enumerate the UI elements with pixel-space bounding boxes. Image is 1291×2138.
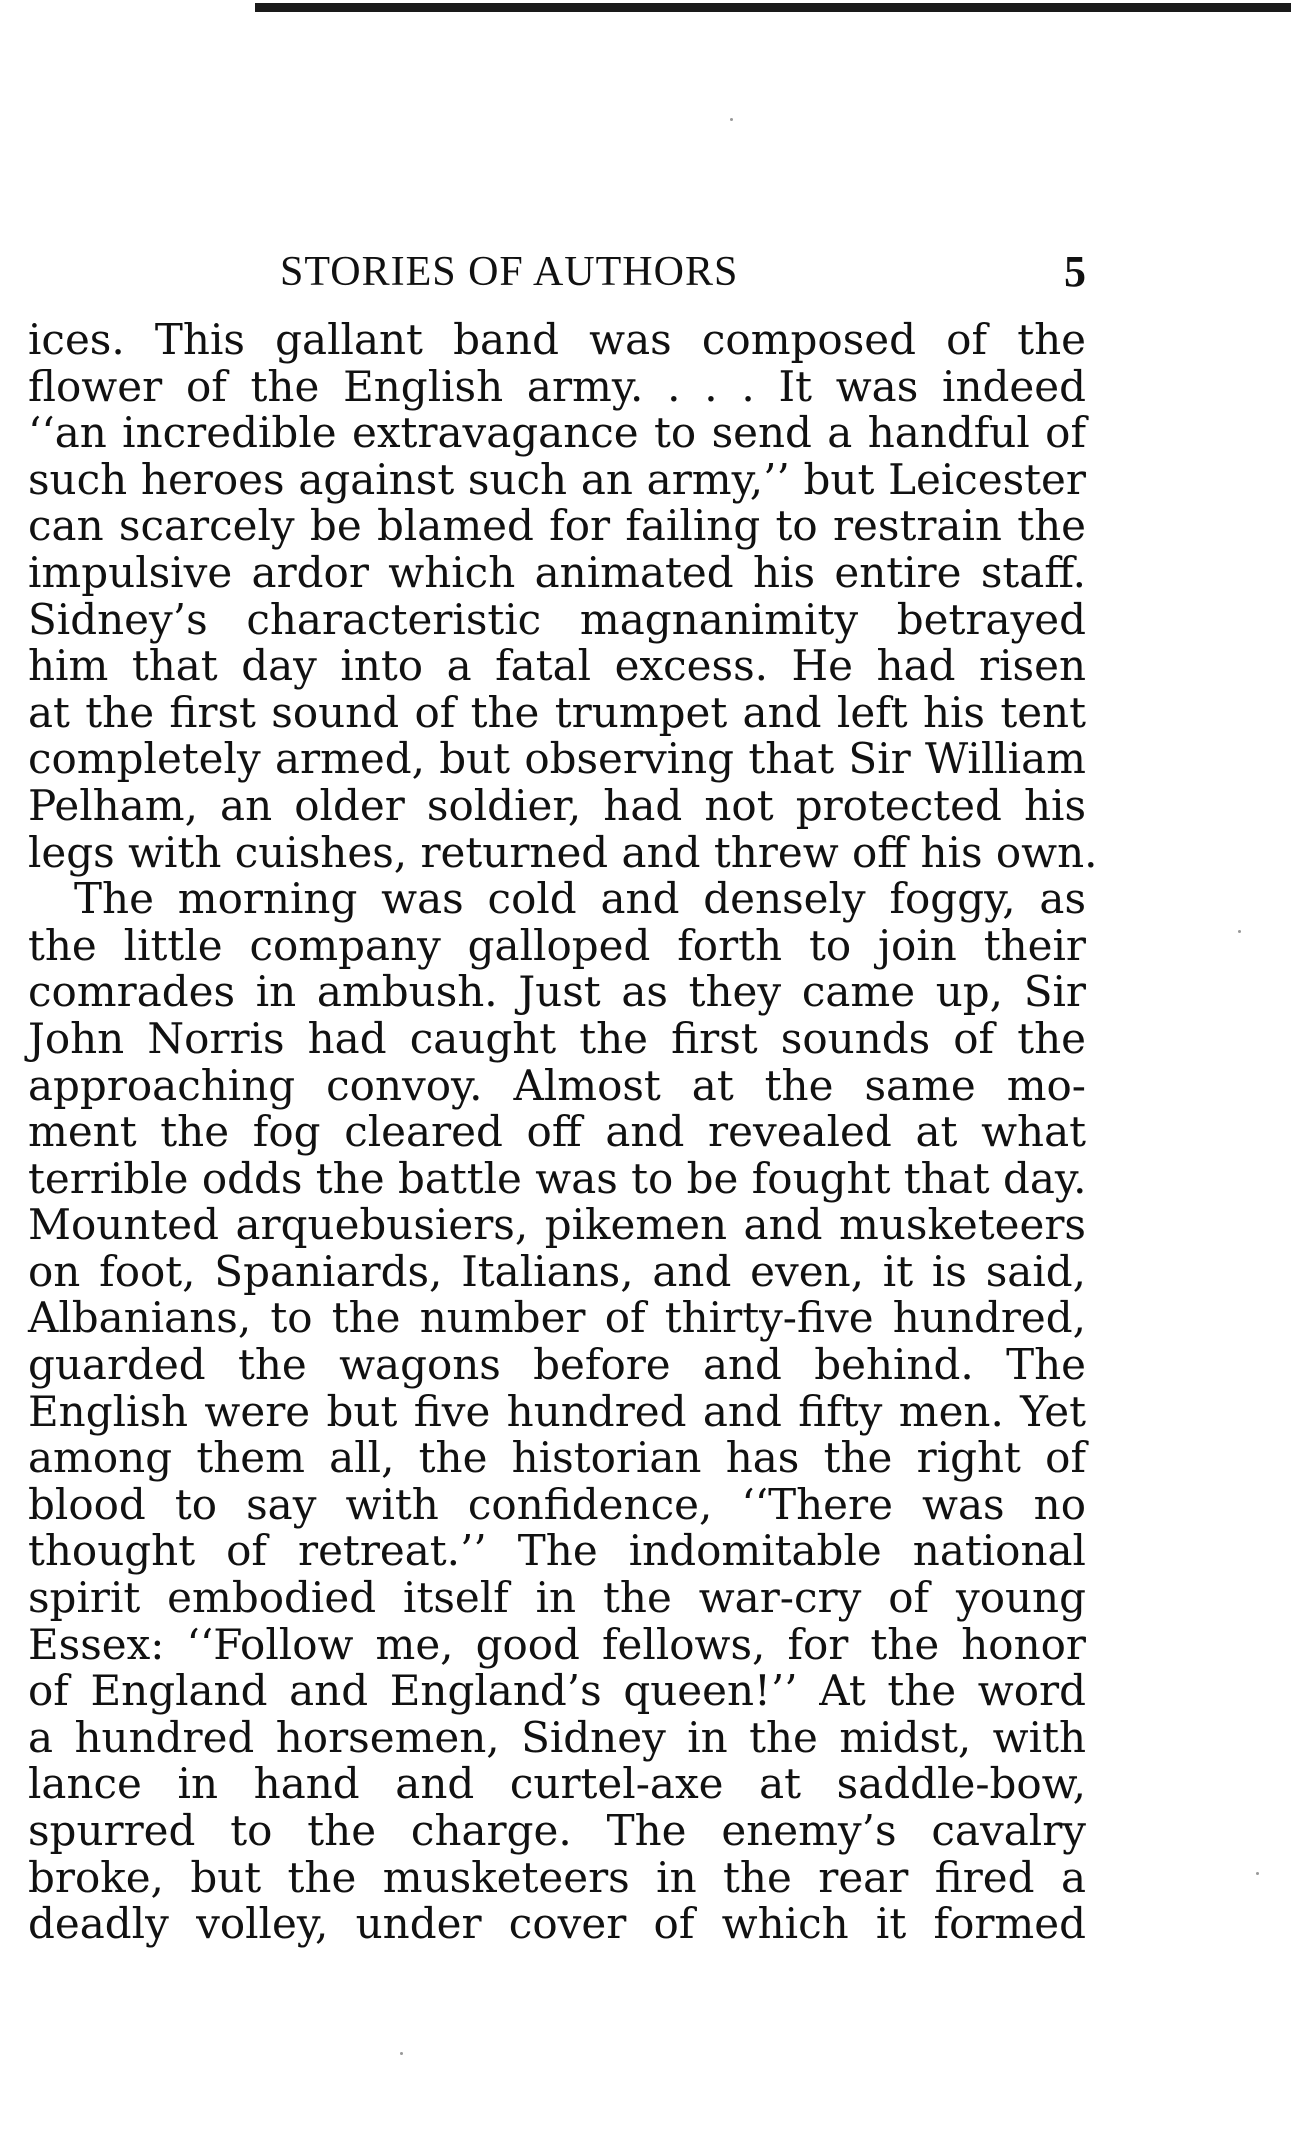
text-line: can scarcely be blamed for failing to restrain the — [28, 501, 1086, 551]
text-line: of England and England’s queen!’’ At the word — [28, 1666, 1086, 1716]
text-line: Essex: ‘‘Follow me, good fellows, for the honor — [28, 1619, 1086, 1669]
text-line: comrades in ambush. Just as they came up, Sir — [28, 967, 1086, 1017]
text-line: broke, but the musketeers in the rear fired a — [28, 1852, 1086, 1902]
body-text — [28, 315, 1098, 1949]
paper-speck — [1256, 1872, 1259, 1875]
text-line: him that day into a fatal excess. He had risen — [28, 641, 1086, 691]
text-line: the little company galloped forth to join their — [28, 920, 1086, 970]
text-line: ices. This gallant band was composed of the — [28, 315, 1086, 364]
text-line: impulsive ardor which animated his entire staff. — [28, 547, 1086, 597]
text-line: a hundred horsemen, Sidney in the midst, with — [28, 1712, 1086, 1762]
text-line: on foot, Spaniards, Italians, and even, it is said, — [28, 1246, 1086, 1296]
text-line: Albanians, to the number of thirty-five hundred, — [28, 1293, 1086, 1343]
text-line: legs with cuishes, returned and threw off his own. — [28, 827, 1098, 877]
text-line: blood to say with confidence, ‘‘There was no — [28, 1479, 1086, 1529]
text-line: Sidney’s characteristic magnanimity betrayed — [28, 594, 1086, 644]
text-line: spurred to the charge. The enemy’s cavalry — [28, 1806, 1086, 1855]
text-line: completely armed, but observing that Sir William — [28, 734, 1086, 784]
running-head — [28, 244, 1086, 300]
text-line-paragraph-start: The morning was cold and densely foggy, as — [74, 874, 1086, 924]
text-line: terrible odds the battle was to be fought that day. — [28, 1153, 1087, 1203]
text-line: English were but five hundred and fifty men. Yet — [28, 1386, 1086, 1436]
text-line: lance in hand and curtel-axe at saddle-bow, — [28, 1759, 1086, 1809]
text-line: spirit embodied itself in the war-cry of young — [28, 1573, 1086, 1623]
text-line: guarded the wagons before and behind. The — [28, 1340, 1086, 1390]
paper-speck — [1238, 930, 1241, 933]
text-line: thought of retreat.’’ The indomitable national — [28, 1526, 1086, 1576]
paper-speck — [400, 2052, 403, 2055]
text-line: deadly volley, under cover of which it formed — [28, 1899, 1086, 1949]
text-line: approaching convoy. Almost at the same mo- — [28, 1060, 1086, 1110]
text-line: such heroes against such an army,’’ but Leicester — [28, 454, 1086, 504]
text-line: at the first sound of the trumpet and left his tent — [28, 687, 1086, 737]
text-line: Mounted arquebusiers, pikemen and musketeers — [28, 1200, 1086, 1250]
text-line: ‘‘an incredible extravagance to send a handful of — [28, 408, 1086, 458]
text-line: Pelham, an older soldier, had not protected his — [28, 780, 1086, 830]
text-line: ment the fog cleared off and revealed at what — [28, 1107, 1086, 1157]
text-line: among them all, the historian has the right of — [28, 1433, 1086, 1483]
page-number: 5 — [1064, 247, 1086, 296]
text-line: John Norris had caught the first sounds of the — [28, 1013, 1086, 1063]
text-line: flower of the English army. . . . It was indeed — [28, 361, 1086, 411]
paper-speck — [730, 118, 733, 121]
running-head-title: STORIES OF AUTHORS — [280, 249, 739, 295]
